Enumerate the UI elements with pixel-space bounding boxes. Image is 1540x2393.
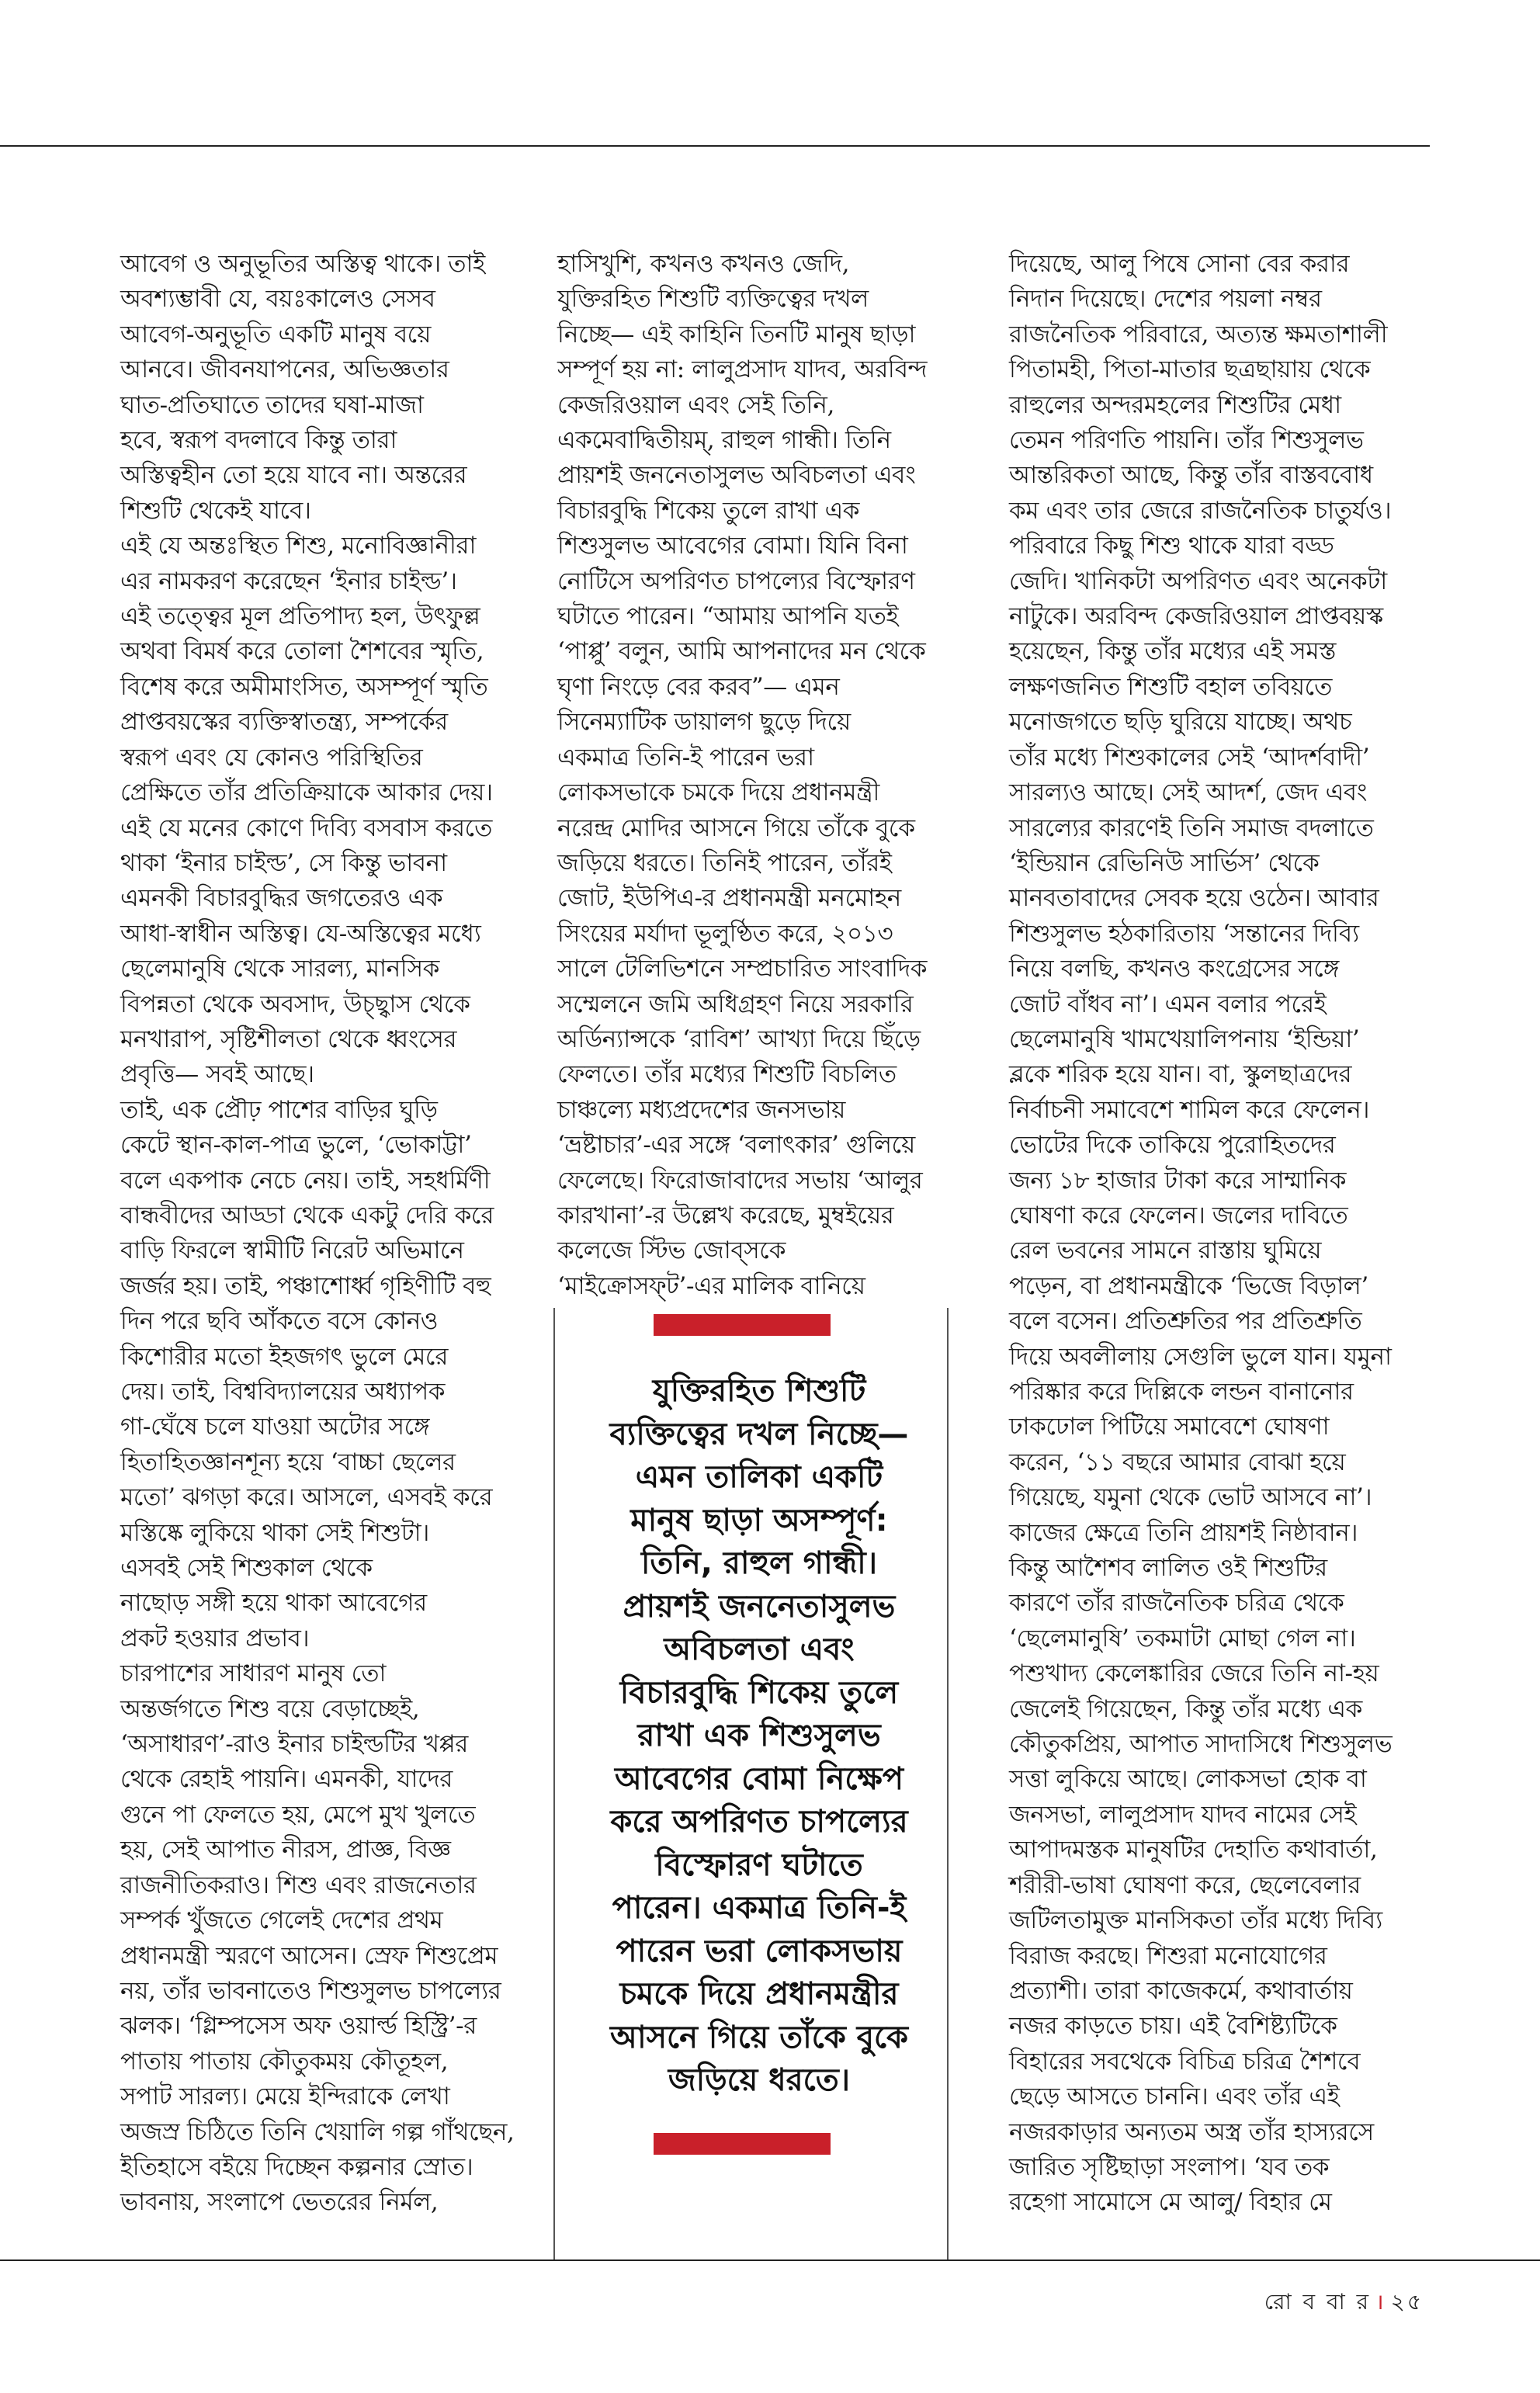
folio-separator: । (1375, 2289, 1386, 2315)
top-rule (0, 145, 1430, 147)
column-divider-right (947, 1308, 949, 2259)
column-divider-left (553, 1308, 555, 2259)
article-column-3 (1009, 247, 1428, 2221)
magazine-name: রো ব বা র (1264, 2289, 1371, 2315)
article-column-1 (120, 247, 532, 2221)
article-column-2 (557, 247, 953, 1304)
pull-quote: যুক্তিরহিত শিশুটি ব্যক্তিত্বের দখল নিচ্ছে— এমন তালিকা একটি মানুষ ছাড়া অসম্পূর্ণ: তিনি, রাহুল গান্ধী। প্রায়শই জননেতাসুলভ অবিচলতা এবং বিচারবুদ্ধি শিকেয় তুলে রাখা এক শিশুসুলভ আবেগের বোমা নিক্ষেপ করে অপরিণত চাপল্যের বিস্ফোরণ ঘটাতে পারেন। একমাত্র তিনি-ই পারেন ভরা লোকসভায় চমকে দিয়ে প্রধানমন্ত্রীর আসনে গিয়ে তাঁকে বুকে জড়িয়ে ধরতে। (609, 1373, 909, 2098)
column-2-text: হাসিখুশি, কখনও কখনও জেদি, যুক্তিরহিত শিশুটি ব্যক্তিত্বের দখল নিচ্ছে— এই কাহিনি তিনটি মানুষ ছাড়া সম্পূর্ণ হয় না: লালুপ্রসাদ যাদব, অরবিন্দ কেজরিওয়াল এবং সেই তিনি, একমেবাদ্বিতীয়ম্‌, রাহুল গান্ধী। তিনি প্রায়শই জননেতাসুলভ অবিচলতা এবং বিচারবুদ্ধি শিকেয় তুলে রাখা এক শিশুসুলভ আবেগের বোমা। যিনি বিনা নোটিসে অপরিণত চাপল্যের বিস্ফোরণ ঘটাতে পারেন। “আমায় আপনি যতই ‘পাপ্পু’ বলুন, আমি আপনাদের মন থেকে ঘৃণা নিংড়ে বের করব”— এমন সিনেম্যাটিক ডায়ালগ ছুড়ে দিয়ে একমাত্র তিনি-ই পারেন ভরা লোকসভাকে চমকে দিয়ে প্রধানমন্ত্রী নরেন্দ্র মোদির আসনে গিয়ে তাঁকে বুকে জড়িয়ে ধরতে। তিনিই পারেন, তাঁরই জোট, ইউপিএ-র প্রধানমন্ত্রী মনমোহন সিংয়ের মর্যাদা ভূলুণ্ঠিত করে, ২০১৩ সালে টেলিভিশনে সম্প্রচারিত সাংবাদিক সম্মেলনে জমি অধিগ্রহণ নিয়ে সরকারি অর্ডিন্যান্সকে ‘রাবিশ’ আখ্যা দিয়ে ছিঁড়ে ফেলতে। তাঁর মধ্যের শিশুটি বিচলিত চাঞ্চল্যে মধ্যপ্রদেশের জনসভায় ‘ভ্রষ্টাচার’-এর সঙ্গে ‘বলাৎকার’ গুলিয়ে ফেলেছে। ফিরোজাবাদের সভায় ‘আলুর কারখানা’-র উল্লেখ করেছে, মুম্বইয়ের কলেজে স্টিভ জোব্‌সকে ‘মাইক্রোসফ্‌ট’-এর মালিক বানিয়ে (557, 250, 928, 1300)
pull-quote-bottom-bar (654, 2133, 831, 2155)
column-1-text: আবেগ ও অনুভূতির অস্তিত্ব থাকে। তাই অবশ্যম্ভাবী যে, বয়ঃকালেও সেসব আবেগ-অনুভূতি একটি মানুষ বয়ে আনবে। জীবনযাপনের, অভিজ্ঞতার ঘাত-প্রতিঘাতে তাদের ঘষা-মাজা হবে, স্বরূপ বদলাবে কিন্তু তারা অস্তিত্বহীন তো হয়ে যাবে না। অন্তরের শিশুটি থেকেই যাবে। এই যে অন্তঃস্থিত শিশু, মনোবিজ্ঞানীরা এর নামকরণ করেছেন ‘ইনার চাইল্ড’। এই তত্ত্বের মূল প্রতিপাদ্য হল, উৎফুল্ল অথবা বিমর্ষ করে তোলা শৈশবের স্মৃতি, বিশেষ করে অমীমাংসিত, অসম্পূর্ণ স্মৃতি প্রাপ্তবয়স্কের ব্যক্তিস্বাতন্ত্র্য, সম্পর্কের স্বরূপ এবং যে কোনও পরিস্থিতির প্রেক্ষিতে তাঁর প্রতিক্রিয়াকে আকার দেয়। এই যে মনের কোণে দিব্যি বসবাস করতে থাকা ‘ইনার চাইল্ড’, সে কিন্তু ভাবনা এমনকী বিচারবুদ্ধির জগতেরও এক আধা-স্বাধীন অস্তিত্ব। যে-অস্তিত্বের মধ্যে ছেলেমানুষি থেকে সারল্য, মানসিক বিপন্নতা থেকে অবসাদ, উচ্ছ্বাস থেকে মনখারাপ, সৃষ্টিশীলতা থেকে ধ্বংসের প্রবৃত্তি— সবই আছে। তাই, এক প্রৌঢ় পাশের বাড়ির ঘুড়ি কেটে স্থান-কাল-পাত্র ভুলে, ‘ভোকাট্টা’ বলে একপাক নেচে নেয়। তাই, সহধর্মিণী বান্ধবীদের আড্ডা থেকে একটু দেরি করে বাড়ি ফিরলে স্বামীটি নিরেট অভিমানে জর্জর হয়। তাই, পঞ্চাশোর্ধ্ব গৃহিণীটি বহু দিন পরে ছবি আঁকতে বসে কোনও কিশোরীর মতো ইহজগৎ ভুলে মেরে দেয়। তাই, বিশ্ববিদ্যালয়ের অধ্যাপক গা-ঘেঁষে চলে যাওয়া অটোর সঙ্গে হিতাহিতজ্ঞানশূন্য হয়ে ‘বাচ্চা ছেলের মতো’ ঝগড়া করে। আসলে, এসবই করে মস্তিষ্কে লুকিয়ে থাকা সেই শিশুটা। এসবই সেই শিশুকাল থেকে নাছোড় সঙ্গী হয়ে থাকা আবেগের প্রকট হওয়ার প্রভাব। চারপাশের সাধারণ মানুষ তো অন্তর্জগতে শিশু বয়ে বেড়াচ্ছেই, ‘অসাধারণ’-রাও ইনার চাইল্ডটির খপ্পর থেকে রেহাই পায়নি। এমনকী, যাদের গুনে পা ফেলতে হয়, মেপে মুখ খুলতে হয়, সেই আপাত নীরস, প্রাজ্ঞ, বিজ্ঞ রাজনীতিকরাও। শিশু এবং রাজনেতার সম্পর্ক খুঁজতে গেলেই দেশের প্রথম প্রধানমন্ত্রী স্মরণে আসেন। স্রেফ শিশুপ্রেম নয়, তাঁর ভাবনাতেও শিশুসুলভ চাপল্যের ঝলক। ‘গ্লিম্পসেস অফ ওয়ার্ল্ড হিস্ট্রি’-র পাতায় পাতায় কৌতুকময় কৌতূহল, সপাট সারল্য। মেয়ে ইন্দিরাকে লেখা অজস্র চিঠিতে তিনি খেয়ালি গল্প গাঁথছেন, ইতিহাসে বইয়ে দিচ্ছেন কল্পনার স্রোত। ভাবনায়, সংলাপে ভেতরের নির্মল, (120, 250, 515, 2217)
pull-quote-top-bar (654, 1314, 831, 1336)
page-folio (1264, 2285, 1424, 2322)
page-number: ২৫ (1390, 2289, 1424, 2315)
bottom-rule (0, 2259, 1540, 2261)
column-3-text: দিয়েছে, আলু পিষে সোনা বের করার নিদান দিয়েছে। দেশের পয়লা নম্বর রাজনৈতিক পরিবারে, অত্যন্ত ক্ষমতাশালী পিতামহী, পিতা-মাতার ছত্রছায়ায় থেকে রাহুলের অন্দরমহলের শিশুটির মেধা তেমন পরিণতি পায়নি। তাঁর শিশুসুলভ আন্তরিকতা আছে, কিন্তু তাঁর বাস্তববোধ কম এবং তার জেরে রাজনৈতিক চাতুর্যও। পরিবারে কিছু শিশু থাকে যারা বড্ড জেদি। খানিকটা অপরিণত এবং অনেকটা নাটুকে। অরবিন্দ কেজরিওয়াল প্রাপ্তবয়স্ক হয়েছেন, কিন্তু তাঁর মধ্যের এই সমস্ত লক্ষণজনিত শিশুটি বহাল তবিয়তে মনোজগতে ছড়ি ঘুরিয়ে যাচ্ছে। অথচ তাঁর মধ্যে শিশুকালের সেই ‘আদর্শবাদী’ সারল্যও আছে। সেই আদর্শ, জেদ এবং সারল্যের কারণেই তিনি সমাজ বদলাতে ‘ইন্ডিয়ান রেভিনিউ সার্ভিস’ থেকে মানবতাবাদের সেবক হয়ে ওঠেন। আবার শিশুসুলভ হঠকারিতায় ‘সন্তানের দিব্যি নিয়ে বলছি, কখনও কংগ্রেসের সঙ্গে জোট বাঁধব না’। এমন বলার পরেই ছেলেমানুষি খামখেয়ালিপনায় ‘ইন্ডিয়া’ ব্লকে শরিক হয়ে যান। বা, স্কুলছাত্রদের নির্বাচনী সমাবেশে শামিল করে ফেলেন। ভোটের দিকে তাকিয়ে পুরোহিতদের জন্য ১৮ হাজার টাকা করে সাম্মানিক ঘোষণা করে ফেলেন। জলের দাবিতে রেল ভবনের সামনে রাস্তায় ঘুমিয়ে পড়েন, বা প্রধানমন্ত্রীকে ‘ভিজে বিড়াল’ বলে বসেন। প্রতিশ্রুতির পর প্রতিশ্রুতি দিয়ে অবলীলায় সেগুলি ভুলে যান। যমুনা পরিষ্কার করে দিল্লিকে লন্ডন বানানোর ঢাকঢোল পিটিয়ে সমাবেশে ঘোষণা করেন, ‘১১ বছরে আমার বোঝা হয়ে গিয়েছে, যমুনা থেকে ভোট আসবে না’। কাজের ক্ষেত্রে তিনি প্রায়শই নিষ্ঠাবান। কিন্তু আশৈশব লালিত ওই শিশুটির কারণে তাঁর রাজনৈতিক চরিত্র থেকে ‘ছেলেমানুষি’ তকমাটা মোছা গেল না। পশুখাদ্য কেলেঙ্কারির জেরে তিনি না-হয় জেলেই গিয়েছেন, কিন্তু তাঁর মধ্যে এক কৌতুকপ্রিয়, আপাত সাদাসিধে শিশুসুলভ সত্তা লুকিয়ে আছে। লোকসভা হোক বা জনসভা, লালুপ্রসাদ যাদব নামের সেই আপাদমস্তক মানুষটির দেহাতি কথাবার্তা, শরীরী-ভাষা ঘোষণা করে, ছেলেবেলার জটিলতামুক্ত মানসিকতা তাঁর মধ্যে দিব্যি বিরাজ করছে। শিশুরা মনোযোগের প্রত্যাশী। তারা কাজেকর্মে, কথাবার্তায় নজর কাড়তে চায়। এই বৈশিষ্ট্যটিকে বিহারের সবথেকে বিচিত্র চরিত্র শৈশবে ছেড়ে আসতে চাননি। এবং তাঁর এই নজরকাড়ার অন্যতম অস্ত্র তাঁর হাস্যরসে জারিত সৃষ্টিছাড়া সংলাপ। ‘যব তক রহেগা সামোসে মে আলু/ বিহার মে (1009, 250, 1393, 2217)
